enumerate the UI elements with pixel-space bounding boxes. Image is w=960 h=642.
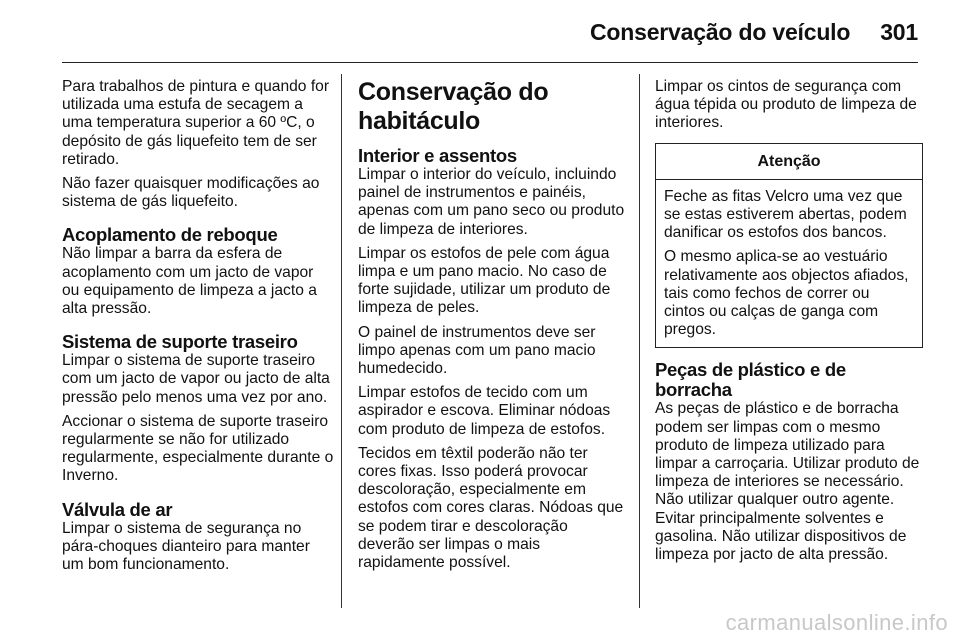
paragraph: As peças de plástico e de borracha podem ser limpas com o mesmo produto de limpeza utilizado para limpar a carroçaria. Utilizar produto de limpeza de interiores se necessário. Não utilizar qualquer outro agente. Evitar principalmente solventes e gasolina. Não utilizar dispositivos de limpeza por jacto de alta pressão.: [655, 400, 920, 564]
paragraph: Feche as fitas Velcro uma vez que se estas estiverem abertas, podem danificar os estofos dos bancos.: [664, 187, 907, 242]
section-heading-air-valve: Válvula de ar: [62, 498, 173, 520]
section-heading-rear-carrier: Sistema de suporte traseiro: [62, 331, 298, 353]
paragraph: Limpar os estofos de pele com água limpa e um pano macio. No caso de forte sujidade, utilizar um produto de limpeza de peles.: [358, 244, 611, 317]
column-right: [655, 78, 923, 570]
warning-box: [655, 143, 923, 349]
warning-body: [656, 180, 922, 348]
page-header-title: Conservação do veículo: [590, 18, 851, 45]
chapter-title: Conservação do habitáculo: [358, 78, 549, 135]
paragraph: O painel de instrumentos deve ser limpo apenas com um pano macio humedecido.: [358, 323, 596, 378]
column-divider: [341, 74, 342, 608]
paragraph: Não fazer quaisquer modificações ao sistema de gás liquefeito.: [62, 175, 320, 211]
paragraph: Limpar o sistema de suporte traseiro com um jacto de vapor ou jacto de alta pressão pelo menos uma vez por ano.: [62, 352, 330, 406]
paragraph: Limpar o sistema de segurança no pára-choques dianteiro para manter um bom funcionamento.: [62, 519, 310, 574]
column-divider: [639, 74, 640, 608]
paragraph: Limpar estofos de tecido com um aspirador e escova. Eliminar nódoas com produto de limpeza de estofos.: [358, 384, 611, 438]
watermark: carmanualsonline.info: [725, 610, 948, 635]
paragraph: Para trabalhos de pintura e quando for utilizada uma estufa de secagem a uma temperatura superior a 60 ºC, o depósito de gás liquefeito tem de ser retirado.: [62, 78, 330, 168]
paragraph: Accionar o sistema de suporte traseiro regularmente se não for utilizado regularmente, especialmente durante o Inverno.: [62, 412, 334, 485]
column-middle: [358, 78, 628, 578]
page-header: [590, 12, 918, 52]
header-rule: [62, 62, 918, 63]
column-left: [62, 78, 334, 580]
section-heading-plastic-rubber: Peças de plástico e de borracha: [655, 359, 846, 401]
paragraph: O mesmo aplica-se ao vestuário relativamente aos objectos afiados, tais como fechos de correr ou cintos ou calças de ganga com pregos.: [664, 248, 909, 339]
section-heading-towbar: Acoplamento de reboque: [62, 224, 278, 246]
paragraph: Limpar o interior do veículo, incluindo painel de instrumentos e painéis, apenas com um pano seco ou produto de limpeza de interiores.: [358, 166, 625, 238]
warning-title: Atenção: [656, 144, 922, 180]
paragraph: Não limpar a barra da esfera de acoplamento com um jacto de vapor ou equipamento de limpeza a jacto a alta pressão.: [62, 245, 317, 318]
page-number: 301: [880, 18, 918, 45]
paragraph: Limpar os cintos de segurança com água tépida ou produto de limpeza de interiores.: [655, 78, 917, 132]
paragraph: Tecidos em têxtil poderão não ter cores fixas. Isso poderá provocar descoloração, especialmente em estofos com cores claras. Nódoas que se podem tirar e descoloração deverão ser limpas o mais rapidamente possível.: [358, 444, 624, 572]
section-heading-interior: Interior e assentos: [358, 145, 517, 166]
